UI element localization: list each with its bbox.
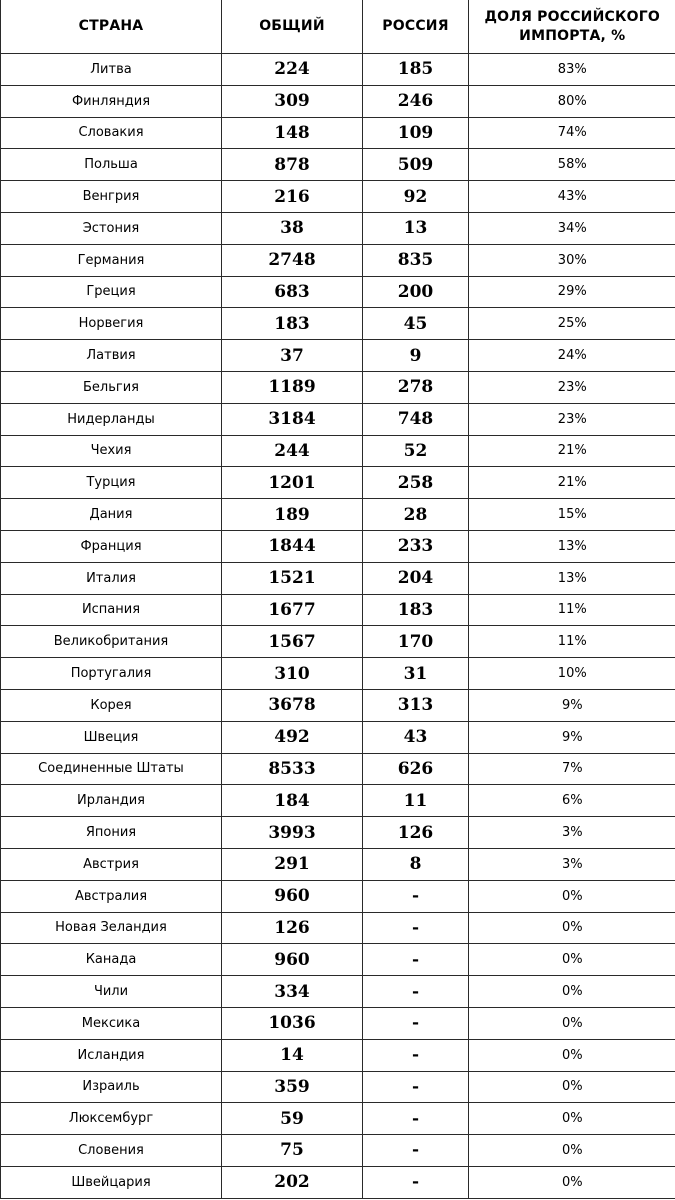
share-cell: 0% — [469, 1007, 675, 1039]
country-cell: Мексика — [1, 1007, 222, 1039]
country-cell: Греция — [1, 276, 222, 308]
russia-cell: 109 — [363, 117, 469, 149]
table-body — [1, 54, 675, 1199]
share-cell: 21% — [469, 467, 675, 499]
russia-cell: - — [363, 944, 469, 976]
country-cell: Чехия — [1, 435, 222, 467]
country-cell: Великобритания — [1, 626, 222, 658]
country-cell: Корея — [1, 689, 222, 721]
total-cell: 14 — [222, 1039, 363, 1071]
country-cell: Норвегия — [1, 308, 222, 340]
country-cell: Швейцария — [1, 1166, 222, 1198]
share-cell: 23% — [469, 371, 675, 403]
table-row — [1, 212, 675, 244]
total-cell: 683 — [222, 276, 363, 308]
total-cell: 183 — [222, 308, 363, 340]
share-cell: 29% — [469, 276, 675, 308]
country-cell: Швеция — [1, 721, 222, 753]
table-row — [1, 626, 675, 658]
table-row — [1, 944, 675, 976]
table-row — [1, 530, 675, 562]
share-cell: 74% — [469, 117, 675, 149]
total-cell: 310 — [222, 658, 363, 690]
table-row — [1, 912, 675, 944]
table-row — [1, 276, 675, 308]
table-row — [1, 785, 675, 817]
total-cell: 189 — [222, 499, 363, 531]
russia-cell: 92 — [363, 181, 469, 213]
table-row — [1, 1103, 675, 1135]
country-cell: Словения — [1, 1135, 222, 1167]
country-cell: Португалия — [1, 658, 222, 690]
share-cell: 13% — [469, 562, 675, 594]
russia-cell: 313 — [363, 689, 469, 721]
russia-cell: 185 — [363, 54, 469, 86]
country-cell: Новая Зеландия — [1, 912, 222, 944]
share-cell: 34% — [469, 212, 675, 244]
share-cell: 11% — [469, 594, 675, 626]
total-cell: 148 — [222, 117, 363, 149]
share-cell: 83% — [469, 54, 675, 86]
table-row — [1, 340, 675, 372]
share-cell: 0% — [469, 944, 675, 976]
table-row — [1, 1007, 675, 1039]
total-cell: 359 — [222, 1071, 363, 1103]
country-cell: Канада — [1, 944, 222, 976]
total-cell: 184 — [222, 785, 363, 817]
country-cell: Нидерланды — [1, 403, 222, 435]
share-cell: 3% — [469, 848, 675, 880]
russia-cell: 748 — [363, 403, 469, 435]
share-cell: 0% — [469, 912, 675, 944]
total-cell: 1521 — [222, 562, 363, 594]
share-cell: 80% — [469, 85, 675, 117]
russia-cell: 43 — [363, 721, 469, 753]
total-cell: 38 — [222, 212, 363, 244]
russia-cell: 28 — [363, 499, 469, 531]
country-cell: Латвия — [1, 340, 222, 372]
share-cell: 9% — [469, 721, 675, 753]
russia-cell: 13 — [363, 212, 469, 244]
table-row — [1, 244, 675, 276]
russia-cell: - — [363, 1135, 469, 1167]
table-row — [1, 149, 675, 181]
russia-cell: 31 — [363, 658, 469, 690]
table-row — [1, 371, 675, 403]
table-header — [1, 0, 675, 54]
country-cell: Финляндия — [1, 85, 222, 117]
table-row — [1, 467, 675, 499]
share-cell: 0% — [469, 1039, 675, 1071]
share-cell: 21% — [469, 435, 675, 467]
share-cell: 43% — [469, 181, 675, 213]
total-cell: 244 — [222, 435, 363, 467]
total-cell: 1844 — [222, 530, 363, 562]
total-cell: 1201 — [222, 467, 363, 499]
table-row — [1, 594, 675, 626]
header-share: ДОЛЯ РОССИЙСКОГО ИМПОРТА, % — [469, 0, 675, 54]
share-cell: 0% — [469, 1103, 675, 1135]
russia-cell: 278 — [363, 371, 469, 403]
russia-cell: 45 — [363, 308, 469, 340]
russia-cell: 204 — [363, 562, 469, 594]
country-cell: Ирландия — [1, 785, 222, 817]
total-cell: 202 — [222, 1166, 363, 1198]
table-row — [1, 403, 675, 435]
total-cell: 216 — [222, 181, 363, 213]
total-cell: 3678 — [222, 689, 363, 721]
country-cell: Дания — [1, 499, 222, 531]
total-cell: 1189 — [222, 371, 363, 403]
country-cell: Литва — [1, 54, 222, 86]
russia-cell: - — [363, 1039, 469, 1071]
share-cell: 25% — [469, 308, 675, 340]
share-cell: 13% — [469, 530, 675, 562]
russia-cell: 835 — [363, 244, 469, 276]
total-cell: 2748 — [222, 244, 363, 276]
total-cell: 3993 — [222, 817, 363, 849]
total-cell: 224 — [222, 54, 363, 86]
country-cell: Эстония — [1, 212, 222, 244]
table-row — [1, 308, 675, 340]
share-cell: 58% — [469, 149, 675, 181]
russia-cell: - — [363, 976, 469, 1008]
country-cell: Словакия — [1, 117, 222, 149]
russia-cell: 52 — [363, 435, 469, 467]
country-cell: Италия — [1, 562, 222, 594]
russia-cell: 258 — [363, 467, 469, 499]
share-cell: 11% — [469, 626, 675, 658]
share-cell: 0% — [469, 880, 675, 912]
country-cell: Австрия — [1, 848, 222, 880]
total-cell: 291 — [222, 848, 363, 880]
header-russia: РОССИЯ — [363, 0, 469, 54]
table-row — [1, 435, 675, 467]
share-cell: 23% — [469, 403, 675, 435]
header-row — [1, 0, 675, 54]
table-row — [1, 1135, 675, 1167]
russia-cell: 626 — [363, 753, 469, 785]
country-cell: Чили — [1, 976, 222, 1008]
russia-cell: 233 — [363, 530, 469, 562]
table-row — [1, 54, 675, 86]
total-cell: 3184 — [222, 403, 363, 435]
total-cell: 334 — [222, 976, 363, 1008]
share-cell: 10% — [469, 658, 675, 690]
russia-cell: 9 — [363, 340, 469, 372]
country-cell: Германия — [1, 244, 222, 276]
country-cell: Бельгия — [1, 371, 222, 403]
total-cell: 75 — [222, 1135, 363, 1167]
total-cell: 59 — [222, 1103, 363, 1135]
russia-cell: - — [363, 880, 469, 912]
share-cell: 24% — [469, 340, 675, 372]
table-row — [1, 753, 675, 785]
table-row — [1, 721, 675, 753]
share-cell: 30% — [469, 244, 675, 276]
country-cell: Исландия — [1, 1039, 222, 1071]
share-cell: 15% — [469, 499, 675, 531]
country-cell: Турция — [1, 467, 222, 499]
table-row — [1, 880, 675, 912]
russia-cell: 126 — [363, 817, 469, 849]
table-row — [1, 1166, 675, 1198]
country-cell: Люксембург — [1, 1103, 222, 1135]
table-row — [1, 658, 675, 690]
share-cell: 0% — [469, 976, 675, 1008]
russia-cell: 8 — [363, 848, 469, 880]
total-cell: 960 — [222, 944, 363, 976]
total-cell: 8533 — [222, 753, 363, 785]
share-cell: 0% — [469, 1166, 675, 1198]
russia-cell: - — [363, 1103, 469, 1135]
table-row — [1, 1039, 675, 1071]
share-cell: 7% — [469, 753, 675, 785]
russia-cell: - — [363, 1166, 469, 1198]
table-row — [1, 117, 675, 149]
russia-cell: 183 — [363, 594, 469, 626]
table-row — [1, 499, 675, 531]
country-cell: Польша — [1, 149, 222, 181]
share-cell: 9% — [469, 689, 675, 721]
table-row — [1, 689, 675, 721]
country-cell: Венгрия — [1, 181, 222, 213]
russia-cell: 509 — [363, 149, 469, 181]
country-cell: Франция — [1, 530, 222, 562]
total-cell: 1036 — [222, 1007, 363, 1039]
total-cell: 878 — [222, 149, 363, 181]
country-cell: Израиль — [1, 1071, 222, 1103]
table-row — [1, 562, 675, 594]
country-cell: Австралия — [1, 880, 222, 912]
table-row — [1, 976, 675, 1008]
country-cell: Соединенные Штаты — [1, 753, 222, 785]
russia-cell: 170 — [363, 626, 469, 658]
russia-cell: 200 — [363, 276, 469, 308]
header-country: СТРАНА — [1, 0, 222, 54]
russia-cell: 246 — [363, 85, 469, 117]
share-cell: 0% — [469, 1135, 675, 1167]
russia-cell: 11 — [363, 785, 469, 817]
table-row — [1, 1071, 675, 1103]
table-row — [1, 817, 675, 849]
table-row — [1, 848, 675, 880]
table-row — [1, 181, 675, 213]
country-cell: Испания — [1, 594, 222, 626]
total-cell: 126 — [222, 912, 363, 944]
country-cell: Япония — [1, 817, 222, 849]
russia-cell: - — [363, 1071, 469, 1103]
total-cell: 1677 — [222, 594, 363, 626]
russia-cell: - — [363, 912, 469, 944]
share-cell: 6% — [469, 785, 675, 817]
share-cell: 0% — [469, 1071, 675, 1103]
total-cell: 492 — [222, 721, 363, 753]
russia-cell: - — [363, 1007, 469, 1039]
total-cell: 1567 — [222, 626, 363, 658]
total-cell: 37 — [222, 340, 363, 372]
total-cell: 960 — [222, 880, 363, 912]
share-cell: 3% — [469, 817, 675, 849]
total-cell: 309 — [222, 85, 363, 117]
table-row — [1, 85, 675, 117]
header-total: ОБЩИЙ — [222, 0, 363, 54]
